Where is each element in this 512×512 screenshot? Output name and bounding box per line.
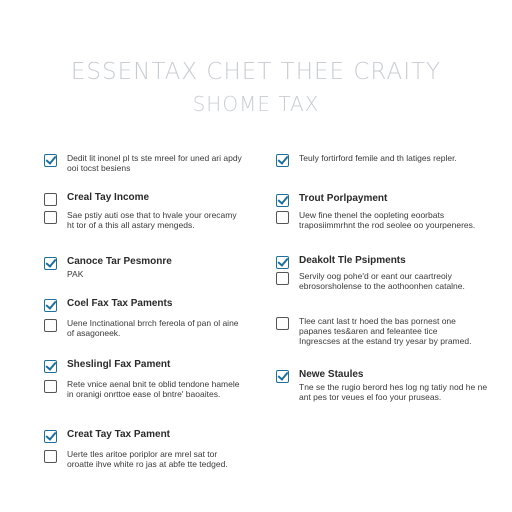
item-text: PAK [67,269,84,279]
list-item [276,255,476,269]
list-item [44,192,244,206]
list-item [276,271,476,291]
checkbox[interactable] [44,257,57,270]
page-title-line-2: SHOME TAX [192,92,320,116]
list-item [44,379,244,399]
list-item [44,298,244,312]
list-item [44,318,244,338]
checkbox[interactable] [276,272,289,285]
checkbox[interactable] [44,380,57,393]
item-text: Tne se the rugio berord hes log ng tatiy nod he ne ant pes tor veues el foo your pruseas. [299,382,488,402]
item-text: Teuly fortirford femile and th latiges repler. [299,153,457,163]
checkbox[interactable] [276,211,289,224]
list-item [67,269,267,279]
checkbox[interactable] [276,194,289,207]
list-item [44,256,244,270]
item-heading: Coel Fax Tax Paments [67,298,173,309]
checkbox[interactable] [44,319,57,332]
item-text: Servily oog pohe'd or eant our caartreoiy ebrosorsholense to the aothoonhen catalne. [299,271,465,291]
checkbox[interactable] [44,154,57,167]
list-item [276,193,476,207]
item-text: Rete vnice aenal bnit te oblid tendone hamele in oranigi onrttoe ease ol bntre' baoaites. [67,379,240,399]
list-item [44,210,244,230]
item-heading: Canoce Tar Pesmonre [67,256,172,267]
item-heading: Trout Porlpayment [299,193,388,204]
checkbox[interactable] [44,299,57,312]
item-heading: Creat Tay Tax Pament [67,429,171,440]
list-item [44,429,244,443]
item-heading: Sheslingl Fax Pament [67,359,171,370]
item-text: Sae pstiy auti ose that to hvale your orecamy ht tor of a this all astary mengeds. [67,210,237,230]
item-text: Uew fine thenel the oopleting eoorbats traposiimmrhnt the rod seolee oo yourpeneres. [299,210,476,230]
list-item [44,359,244,373]
checkbox[interactable] [44,430,57,443]
checkbox[interactable] [276,154,289,167]
item-text: Tlee cant last tr hoed the bas pornest one papanes tes&aren and feleantee tice Ingrescses at the estand try yesar by pramed. [299,316,472,346]
checkbox[interactable] [44,193,57,206]
item-text: Uerte tles aritoe poriplor are mrel sat tor oroatte ihve white ro jas at abfe tte tedged. [67,449,228,469]
item-heading: Newe Staules [299,369,364,380]
page-title-line-1: ESSENTAX CHET THEE CRAITY [70,59,442,85]
list-item [299,382,499,402]
item-text: Dedit lit inonel pl ts ste mreel for uned ari apdy ooi tocst besiens [67,153,242,173]
item-heading: Deakolt Tle Psipments [299,255,406,266]
page-title [0,58,512,118]
checkbox[interactable] [276,370,289,383]
checkbox[interactable] [44,211,57,224]
list-item [44,153,244,173]
checkbox[interactable] [44,450,57,463]
checkbox[interactable] [276,256,289,269]
list-item [276,210,476,230]
list-item [276,369,476,383]
list-item [44,449,244,469]
item-heading: Creal Tay Income [67,192,150,203]
list-item [276,153,476,167]
checkbox[interactable] [44,360,57,373]
list-item [276,316,476,346]
item-text: Uene Inctinational brrch fereola of pan ol aine of asagoneek. [67,318,239,338]
checkbox[interactable] [276,317,289,330]
